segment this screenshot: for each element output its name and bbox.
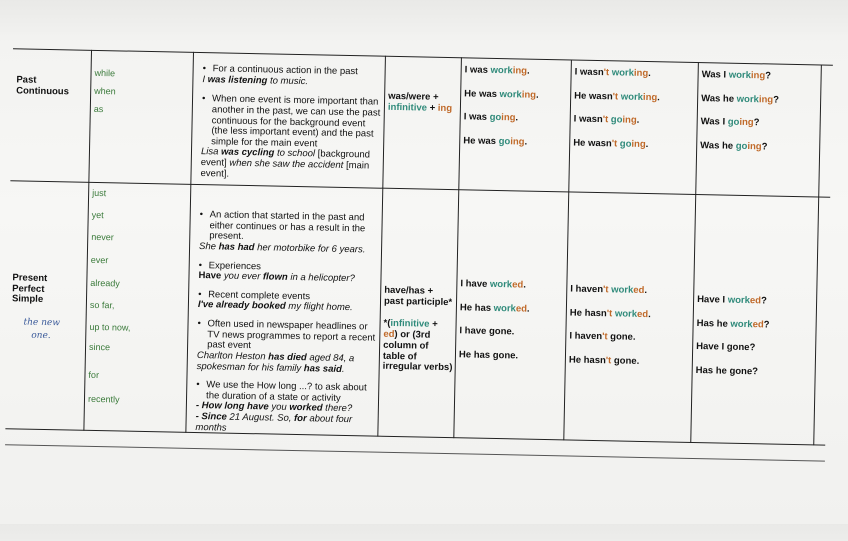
conjugation-run: . (648, 68, 651, 80)
conjugation-run: ? (760, 295, 767, 307)
example-run: She (198, 240, 219, 253)
conjugation-run: ing (631, 138, 646, 150)
conjugation-run: . (535, 89, 539, 101)
conjugation-line (697, 295, 815, 308)
conjugation-run: 't (612, 90, 619, 103)
conjugation-run: . (645, 138, 649, 150)
conjugation-run: 't (603, 67, 610, 79)
conjugation-run: ing (501, 112, 516, 124)
conjugation-run: ? (765, 70, 772, 82)
conjugation-run: ? (773, 94, 780, 106)
example-run: was listening (207, 73, 268, 87)
conjugation-run: ing (758, 93, 774, 106)
uses-cell-past-continuous (194, 64, 382, 183)
conjugation-run: Was I (700, 116, 728, 128)
keyword: yet (91, 209, 104, 221)
form-run: ing (437, 102, 453, 115)
conjugation-run: . (648, 308, 651, 320)
form-run: ed (383, 328, 395, 340)
conjugation-run: Was I (701, 69, 729, 81)
conjugation-line (570, 308, 692, 321)
form-run: was/were + (388, 90, 439, 103)
example-run: you ever (221, 270, 264, 283)
example-run: about four months (195, 413, 353, 434)
conjugation-run: work (499, 88, 522, 101)
conjugation-run: 't (605, 355, 612, 367)
question-cell-2 (695, 295, 815, 392)
usage-example (197, 351, 377, 376)
conjugation-line (700, 141, 818, 154)
example-run: [main event]. (200, 159, 370, 180)
conjugation-run: . (657, 91, 660, 103)
form-run: have/has + past participle* (383, 284, 453, 309)
example-run: - How long have (195, 400, 269, 413)
conjugation-run: ing (750, 70, 766, 82)
conjugation-run: go (727, 116, 740, 129)
conjugation-run: gone (488, 326, 512, 338)
conjugation-run: I have (459, 325, 490, 338)
conjugation-line (702, 70, 820, 83)
handwritten-note: one. (31, 330, 51, 342)
conjugation-line (459, 327, 563, 340)
conjugation-run: ing (521, 89, 537, 101)
usage-bullet: • For a continuous action in the past (213, 64, 383, 78)
example-run: I've already booked (197, 299, 286, 313)
conjugation-line (463, 136, 567, 149)
conjugation-run: I wasn (573, 113, 603, 126)
example-run: in a helicopter? (287, 271, 355, 285)
conjugation-run: Has he (696, 317, 731, 330)
example-run: has died (268, 351, 307, 364)
tense-word: Perfect (12, 282, 45, 295)
example-run: . (341, 363, 345, 375)
conjugation-run: He was (464, 87, 500, 100)
conjugation-run: . (515, 350, 519, 362)
conjugation-run: ing (622, 114, 637, 127)
conjugation-run: work (493, 302, 517, 315)
conjugation-run: 't (602, 114, 609, 126)
conjugation-line (574, 91, 696, 104)
keyword: while (94, 67, 116, 79)
form-run: ) or (3rd column of table of irregular verbs) (382, 328, 453, 374)
conjugation-line (701, 94, 819, 107)
example-run: was cycling (220, 146, 275, 159)
example-run: for (293, 412, 307, 425)
negative-cell-2 (569, 285, 693, 382)
keyword: never (91, 231, 114, 243)
conjugation-run: He has (459, 301, 494, 314)
conjugation-line (465, 65, 569, 78)
form-cell-present-perfect (383, 286, 455, 375)
tense-name-past-continuous (16, 75, 88, 98)
usage-bullet: • An action that started in the past and either continues or has a result in the present. (209, 210, 380, 245)
conjugation-run: Have I gone? (696, 341, 756, 354)
conjugation-line (460, 303, 564, 316)
conjugation-run: work (611, 284, 634, 296)
conjugation-run: I haven (569, 330, 603, 343)
conjugation-line (460, 279, 564, 292)
conjugation-run: work (611, 67, 635, 79)
keyword: ever (90, 254, 109, 266)
conjugation-run: Have I (697, 294, 728, 306)
conjugation-run: Was he (701, 92, 737, 105)
conjugation-run: . (636, 115, 640, 127)
tense-word: Simple (11, 293, 44, 306)
tense-word: Present (12, 272, 48, 285)
conjugation-run: go (610, 114, 623, 126)
keywords-cell-1 (88, 50, 191, 184)
conjugation-run: ed (515, 303, 528, 315)
conjugation-run: work (736, 93, 760, 105)
conjugation-run: go (619, 138, 632, 150)
example-run: there? (322, 402, 353, 415)
tense-name-present-perfect (12, 273, 85, 306)
conjugation-run: I have (460, 278, 491, 290)
conjugation-run: I haven (570, 283, 604, 296)
conjugation-run: He was (463, 135, 499, 147)
form-run: *( (383, 317, 391, 329)
conjugation-run: work (489, 278, 513, 291)
affirmative-cell-2 (459, 279, 565, 376)
conjugation-run: He has (458, 349, 493, 361)
form-cell-past-continuous (388, 92, 458, 115)
usage-bullet: • Often used in newspaper headlines or TV news programmes to report a recent past event (207, 319, 378, 354)
example-run: to music. (267, 75, 309, 87)
table-bottom-border (5, 428, 825, 445)
conjugation-run: He hasn (568, 354, 606, 367)
conjugation-run: I was (463, 111, 490, 124)
keyword: just (92, 187, 107, 199)
usage-example (200, 147, 381, 182)
tense-word: Continuous (16, 84, 70, 98)
example-run: Lisa (200, 146, 222, 158)
example-run: has said (303, 362, 342, 375)
conjugation-run: ing (739, 117, 754, 129)
form-run: infinitive (387, 101, 428, 114)
conjugation-run: ? (753, 117, 760, 129)
conjugation-run: gone. (607, 331, 636, 344)
example-run: her motorbike for 6 years. (254, 242, 366, 256)
uses-cell-present-perfect (189, 210, 379, 437)
conjugation-run: ed (636, 308, 649, 320)
keyword: when (94, 85, 116, 97)
page-edge-line (5, 444, 825, 461)
conjugation-run: go (498, 135, 511, 148)
conjugation-line (573, 138, 695, 151)
conjugation-run: I was (464, 64, 491, 76)
conjugation-run: 't (602, 284, 609, 296)
conjugation-run: gone. (611, 355, 640, 367)
keyword: recently (87, 393, 120, 405)
negative-cell-1 (573, 68, 697, 165)
conjugation-run: work (728, 69, 752, 82)
keyword: for (88, 369, 100, 381)
example-run: Charlton Heston (196, 349, 269, 363)
conjugation-line (575, 68, 697, 81)
conjugation-run: . (526, 65, 530, 77)
conjugation-run: ? (761, 141, 768, 153)
conjugation-run: ed (749, 295, 762, 307)
conjugation-run: go (735, 140, 748, 152)
affirmative-cell-1 (463, 65, 569, 162)
conjugation-run: work (490, 64, 513, 77)
usage-bullet: • We use the How long ...? to ask about the duration of a state or activity (206, 380, 376, 405)
conjugation-run: . (524, 136, 528, 148)
conjugation-run: . (526, 303, 530, 315)
example-run: Have (198, 270, 222, 282)
example-run: 21 August. So, (226, 411, 295, 424)
conjugation-run: gone (492, 349, 516, 362)
conjugation-line (574, 115, 696, 128)
keywords-cell-2 (83, 182, 188, 432)
conjugation-line (459, 350, 563, 363)
conjugation-line (696, 342, 814, 355)
example-run: aged 84, a spokesman for his family (196, 352, 355, 374)
conjugation-run: ing (747, 140, 762, 153)
conjugation-run: ing (510, 136, 525, 148)
form-run: infinitive (390, 317, 430, 330)
conjugation-run: work (727, 294, 751, 307)
conjugation-run: 't (601, 331, 608, 343)
tense-word: Past (16, 74, 37, 86)
conjugation-run: ing (642, 91, 658, 103)
conjugation-line (569, 355, 691, 368)
form-run: + (429, 318, 438, 330)
conjugation-run: go (489, 112, 502, 124)
conjugation-line (697, 319, 815, 332)
form-run: + (426, 102, 438, 114)
usage-bullet: • Experiences (209, 261, 379, 275)
conjugation-run: . (523, 279, 526, 291)
example-run: when she saw the accident (229, 157, 344, 171)
conjugation-run: I wasn (574, 66, 604, 79)
conjugation-line (696, 366, 814, 379)
conjugation-line (570, 285, 692, 298)
example-run: to school (274, 147, 316, 160)
conjugation-run: Has he gone? (695, 364, 759, 378)
conjugation-run: . (515, 112, 519, 124)
conjugation-line (569, 332, 691, 345)
conjugation-line (464, 113, 568, 126)
conjugation-run: He wasn (573, 137, 612, 150)
usage-bullet: • Recent complete events (208, 290, 378, 304)
usage-bullet: • When one event is more important than another in the past, we can use the past continuous for the background event (the less important event) and the past simple for the main event (211, 95, 382, 152)
conjugation-run: ? (763, 319, 770, 331)
conjugation-run: ing (512, 65, 528, 77)
keyword: already (90, 277, 120, 289)
conjugation-run: He wasn (574, 90, 613, 102)
conjugation-run: 't (606, 307, 613, 319)
keyword: up to now, (89, 321, 131, 333)
conjugation-run: ed (633, 284, 645, 296)
conjugation-run: ed (512, 279, 524, 291)
conjugation-run: work (614, 308, 638, 320)
conjugation-run: 't (611, 138, 618, 150)
example-run: flown (262, 271, 288, 283)
keyword: as (93, 103, 104, 115)
example-run: you (268, 401, 290, 414)
conjugation-run: . (511, 326, 515, 338)
example-run: worked (289, 402, 323, 414)
conjugation-run: work (620, 91, 644, 103)
conjugation-line (701, 117, 819, 130)
conjugation-run: ed (752, 318, 764, 331)
conjugation-line (464, 89, 568, 102)
keyword: since (88, 341, 111, 353)
example-run: I (202, 73, 208, 85)
conjugation-run: work (730, 318, 753, 330)
conjugation-run: He hasn (569, 307, 607, 319)
example-run: - Since (195, 411, 227, 423)
question-cell-1 (700, 70, 820, 167)
conjugation-run: Was he (700, 139, 736, 152)
example-run: [background event] (200, 148, 371, 169)
conjugation-run: . (644, 284, 648, 297)
usage-example (195, 401, 376, 436)
conjugation-run: ing (633, 67, 649, 80)
keyword: so far, (89, 299, 115, 311)
example-run: my flight home. (285, 301, 353, 314)
handwritten-note: the new (23, 317, 61, 329)
example-run: has had (218, 241, 255, 254)
